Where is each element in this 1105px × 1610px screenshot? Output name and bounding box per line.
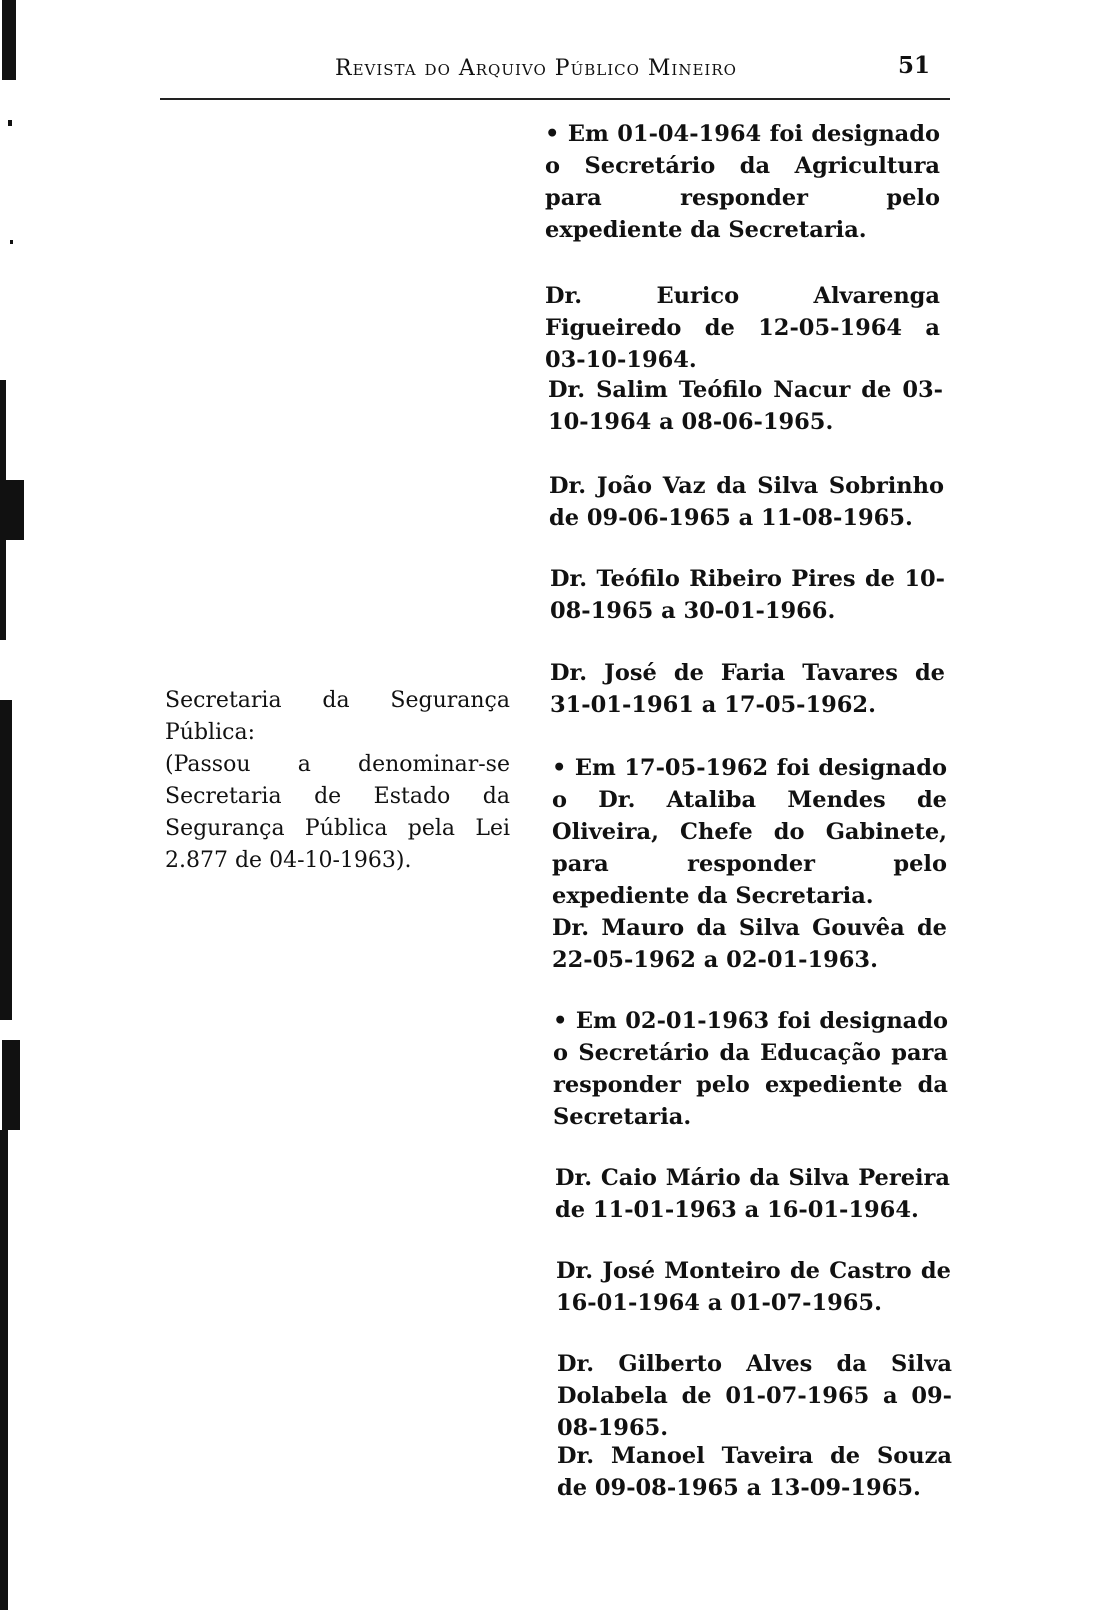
- entry-paragraph: Dr. Gilberto Alves da Silva Dolabela de 01-07-1965 a 09-08-1965.: [557, 1351, 952, 1441]
- entry-paragraph: • Em 02-01-1963 foi designado o Secretário da Educação para responder pelo expediente da Secretaria.: [553, 1008, 948, 1130]
- entry-paragraph: Dr. João Vaz da Silva Sobrinho de 09-06-1965 a 11-08-1965.: [549, 473, 944, 531]
- header-rule: [160, 98, 950, 100]
- page-header: [160, 50, 950, 90]
- side-note: [165, 685, 510, 877]
- side-note-heading: Secretaria da Segurança Pública:: [165, 688, 510, 745]
- entry-paragraph: Dr. Manoel Taveira de Souza de 09-08-1965 a 13-09-1965.: [557, 1443, 952, 1501]
- entry-paragraph: • Em 17-05-1962 foi designado o Dr. Ataliba Mendes de Oliveira, Chefe do Gabinete, para responder pelo expediente da Secretaria.: [552, 755, 947, 909]
- entry-paragraph: Dr. Salim Teófilo Nacur de 03-10-1964 a 08-06-1965.: [548, 377, 943, 435]
- entry-paragraph: Dr. José de Faria Tavares de 31-01-1961 a 17-05-1962.: [550, 660, 945, 718]
- side-note-text: (Passou a denominar-se Secretaria de Estado da Segurança Pública pela Lei 2.877 de 04-10-1963).: [165, 752, 510, 873]
- entry-paragraph: • Em 01-04-1964 foi designado o Secretário da Agricultura para responder pelo expediente da Secretaria.: [545, 121, 940, 243]
- scanned-page-edge: [0, 0, 34, 1610]
- journal-title: Revista do Arquivo Público Mineiro: [335, 56, 737, 81]
- entry-paragraph: Dr. Teófilo Ribeiro Pires de 10-08-1965 a 30-01-1966.: [550, 566, 945, 624]
- entry-paragraph: Dr. Caio Mário da Silva Pereira de 11-01-1963 a 16-01-1964.: [555, 1165, 950, 1223]
- entry-paragraph: Dr. Mauro da Silva Gouvêa de 22-05-1962 a 02-01-1963.: [552, 915, 947, 973]
- page-number: 51: [898, 52, 931, 79]
- entry-paragraph: Dr. Eurico Alvarenga Figueiredo de 12-05-1964 a 03-10-1964.: [545, 283, 940, 373]
- entry-paragraph: Dr. José Monteiro de Castro de 16-01-1964 a 01-07-1965.: [556, 1258, 951, 1316]
